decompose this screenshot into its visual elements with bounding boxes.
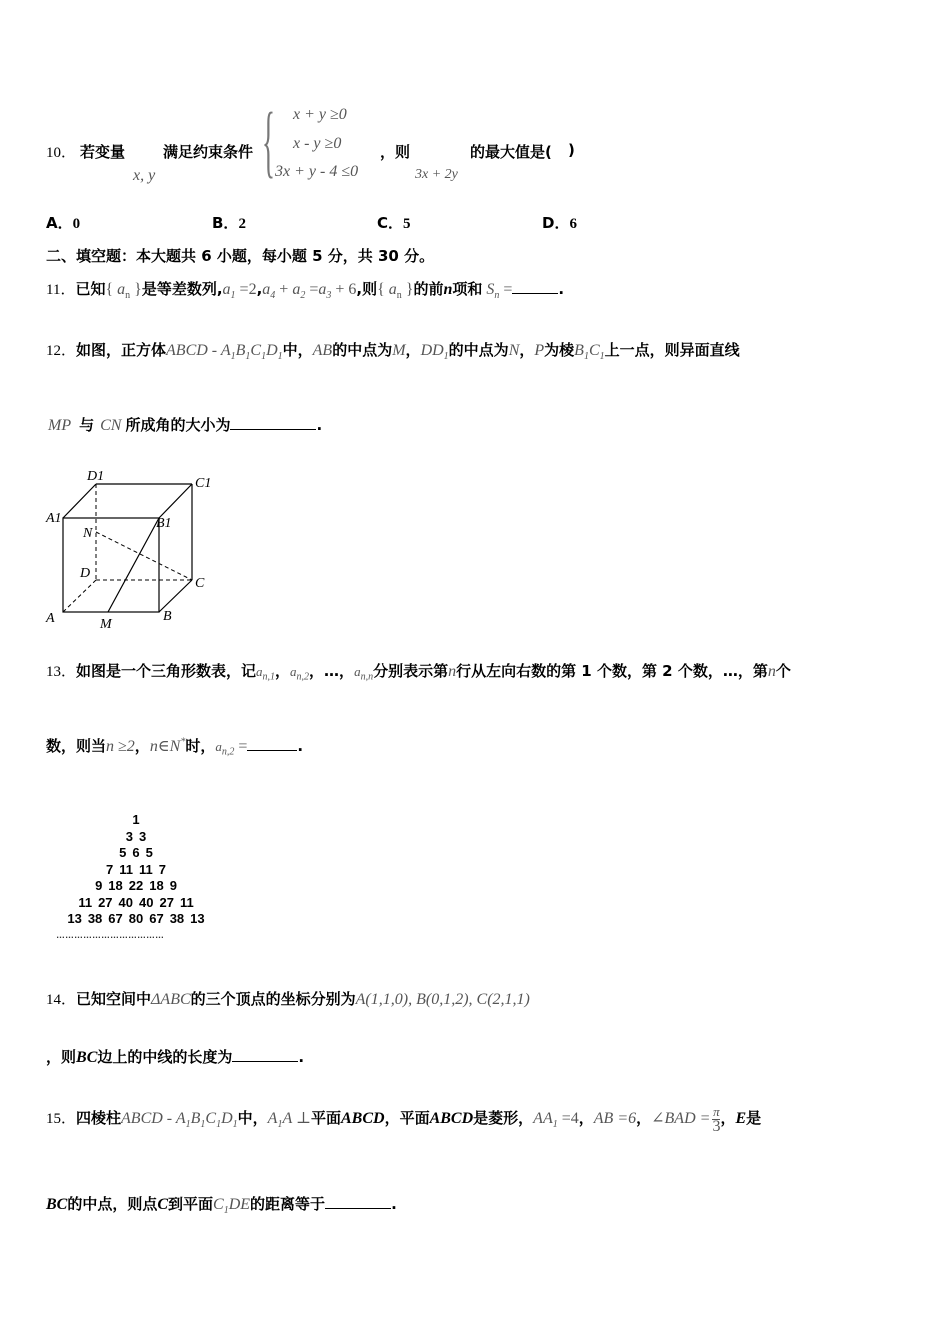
- q11-eq2: $a_4 + a_2 =a_3 + 6$: [262, 281, 357, 302]
- question-13-line-2: [46, 735, 303, 758]
- q10-text-3: ，则: [380, 143, 411, 161]
- cube-edge-b1c1: [159, 484, 192, 518]
- q15-plane: $C_1DE$: [213, 1196, 251, 1217]
- triangle-row: [56, 812, 216, 829]
- q12-B1C1: $B_1C_1$: [574, 342, 605, 363]
- q14-BC: BC: [76, 1049, 98, 1066]
- q12-cube: ABCD - $A_1B_1C_1D_1$: [166, 342, 283, 363]
- q12-CN: CN: [100, 417, 122, 434]
- label-n: N: [83, 526, 93, 541]
- q12-text-7: 为棱: [544, 341, 575, 359]
- q13-comma-1: ，: [275, 662, 291, 680]
- triangle-cell: 67: [149, 911, 164, 926]
- q12-answer-blank[interactable]: [230, 429, 316, 430]
- cube-figure: [40, 462, 225, 632]
- q13-comma-3: ，: [134, 737, 150, 755]
- triangle-cell: 18: [108, 878, 123, 893]
- triangle-cell: 3: [125, 828, 133, 844]
- q13-answer-term: $a_{n,2}$ =: [215, 738, 248, 758]
- question-12: [46, 339, 740, 362]
- q14-text-1: 已知空间中: [76, 990, 152, 1008]
- q15-aa1: $AA_1 =4$: [533, 1110, 579, 1131]
- question-12-line-2: [48, 414, 322, 435]
- q11-text-4: ,则: [356, 280, 378, 298]
- q15-perp: $A_1A$ ⊥: [267, 1110, 311, 1131]
- q12-text-1: 如图，正方体: [76, 341, 167, 359]
- q15-E: E: [735, 1110, 747, 1128]
- q13-a-n1: $a_{n,1}$: [256, 664, 276, 683]
- q10-constraint-3: 3x + y - 4 ≤0: [275, 163, 359, 180]
- q13-text-6: 时，: [185, 737, 216, 755]
- q13-n-1: n: [448, 663, 457, 680]
- cube-edge-ad-hidden: [63, 580, 96, 612]
- triangle-row: [56, 895, 216, 912]
- q12-text-6: ，: [519, 341, 535, 359]
- q15-prism: ABCD - $A_1B_1C_1D_1$: [121, 1110, 238, 1131]
- question-14-line-2: [46, 1046, 304, 1067]
- q15-text-8: 到平面: [168, 1195, 214, 1213]
- q15-C: C: [157, 1196, 169, 1213]
- triangle-cell: 7: [106, 861, 114, 877]
- q14-text-2: 的三个顶点的坐标分别为: [190, 990, 356, 1008]
- q11-seq: { $a_n$ }: [105, 281, 142, 302]
- q15-ab: AB =6: [593, 1110, 637, 1128]
- q12-text-3: 的中点为: [332, 341, 393, 359]
- triangle-cell: 13: [67, 911, 82, 926]
- triangle-cell: 3: [139, 828, 147, 844]
- q10-text-2: 满足约束条件: [163, 143, 254, 161]
- triangle-cell: 27: [159, 894, 174, 910]
- label-d: D: [80, 566, 91, 581]
- q11-end: .: [558, 280, 565, 298]
- q13-text-3: 行从左向右数的第 1 个数，第 2 个数，…，第: [456, 662, 768, 680]
- q15-text-4: ，平面: [384, 1109, 430, 1128]
- triangle-row: [56, 829, 216, 846]
- q13-text-4: 个: [775, 662, 791, 680]
- triangle-cell: 38: [87, 911, 103, 926]
- q14-number: 14．: [46, 992, 77, 1008]
- q15-angle: ∠BAD = π 3: [651, 1104, 721, 1135]
- triangle-cell: 11: [119, 861, 133, 877]
- q13-answer-blank[interactable]: [247, 750, 297, 751]
- q15-end: .: [391, 1195, 397, 1213]
- q15-text-2: 中，: [237, 1109, 268, 1128]
- question-15: [46, 1105, 761, 1134]
- triangle-cell: 9: [95, 878, 103, 893]
- q10-text-5: ): [568, 141, 575, 159]
- q12-AB: AB: [312, 342, 333, 359]
- q15-text-7: 的中点，则点: [67, 1195, 158, 1213]
- q15-BC: BC: [46, 1196, 68, 1213]
- q15-answer-blank[interactable]: [325, 1208, 391, 1209]
- q15-text-5: 是菱形，: [473, 1109, 534, 1128]
- q15-text-1: 四棱柱: [76, 1109, 122, 1128]
- q11-eq1: $a_1 =2$: [222, 281, 257, 302]
- q12-text-9: 与: [79, 416, 95, 434]
- q11-text-1: 已知: [75, 280, 106, 298]
- triangle-cell: 40: [139, 894, 154, 910]
- triangle-cell: 5: [145, 845, 153, 860]
- q12-DD1: $DD_1$: [420, 342, 449, 363]
- q12-MP: MP: [48, 417, 72, 434]
- number-triangle: [56, 812, 216, 940]
- option-b[interactable]: B．2: [212, 214, 246, 232]
- q13-comma-2: ，…，: [309, 662, 355, 680]
- q13-n-2: n: [767, 663, 776, 680]
- triangle-cell: 67: [108, 911, 123, 926]
- triangle-cell: 13: [190, 911, 205, 926]
- option-c[interactable]: C．5: [377, 214, 411, 232]
- question-11: [46, 278, 564, 301]
- triangle-row: [56, 845, 216, 862]
- option-a[interactable]: A．0: [46, 214, 81, 232]
- q12-N: N: [508, 342, 520, 359]
- triangle-cell: 18: [149, 878, 164, 893]
- q13-text-1: 如图是一个三角形数表，记: [76, 662, 257, 680]
- triangle-cell: 1: [132, 812, 140, 827]
- q10-number: 10．: [46, 145, 77, 161]
- q15-comma-2: ，: [636, 1109, 652, 1128]
- triangle-cell: 80: [128, 911, 144, 926]
- triangle-cell: 27: [98, 894, 113, 910]
- question-15-line-2: [46, 1193, 397, 1216]
- triangle-cell: 11: [179, 894, 194, 910]
- q14-text-4: 边上的中线的长度为: [97, 1048, 233, 1066]
- label-c: C: [195, 576, 205, 591]
- triangle-cell: 22: [128, 878, 144, 893]
- q13-a-nn: $a_{n,n}$: [354, 664, 374, 683]
- label-m: M: [100, 617, 112, 632]
- option-d[interactable]: D．6: [542, 214, 577, 232]
- q11-comma: ,: [256, 280, 263, 298]
- left-brace-icon: {: [262, 95, 275, 186]
- q13-a-n2: $a_{n,2}$: [290, 664, 310, 683]
- q14-coords: A(1,1,0), B(0,1,2), C(2,1,1): [355, 991, 530, 1008]
- triangle-row: [56, 878, 216, 895]
- triangle-cell: 6: [132, 845, 140, 860]
- cube-edge-bc: [159, 580, 192, 612]
- triangle-row: [56, 911, 216, 928]
- cube-edge-a1d1: [63, 484, 96, 518]
- q11-number: 11．: [46, 282, 76, 298]
- question-14: [46, 988, 530, 1009]
- q10-text-1: 若变量: [80, 143, 126, 161]
- segment-mb1: [108, 518, 159, 612]
- triangle-cell: 5: [119, 845, 127, 860]
- triangle-cell: 38: [169, 911, 185, 926]
- q13-text-5: 数，则当: [46, 737, 107, 755]
- q15-number: 15．: [46, 1111, 77, 1128]
- q10-constraint-2: x - y ≥0: [293, 135, 342, 152]
- q15-text-3: 平面: [310, 1109, 341, 1128]
- q15-comma-1: ，: [578, 1109, 594, 1128]
- q13-end: .: [297, 737, 304, 755]
- triangle-dots: ………………………………: [56, 929, 164, 940]
- q10-constraint-1: x + y ≥0: [293, 106, 347, 123]
- q12-number: 12．: [46, 343, 77, 359]
- triangle-cell: 40: [118, 894, 133, 910]
- q12-P: P: [534, 342, 545, 359]
- q12-text-5: 的中点为: [448, 341, 509, 359]
- q12-M: M: [392, 342, 406, 359]
- q13-cond-1: n ≥2: [106, 738, 135, 755]
- q14-triangle: ΔABC: [151, 991, 191, 1008]
- q12-text-8: 上一点，则异面直线: [604, 341, 740, 359]
- label-c1: C1: [195, 476, 212, 491]
- q14-text-3: ，则: [46, 1048, 77, 1066]
- q12-text-10: 所成角的大小为: [125, 416, 231, 434]
- q11-text-2: 是等差数列,: [141, 280, 223, 298]
- cube-front-face: [63, 518, 159, 612]
- q11-seq-2: { $a_n$ }: [377, 281, 414, 302]
- segment-nc-hidden: [96, 532, 192, 580]
- triangle-cell: 11: [139, 861, 153, 877]
- label-a1: A1: [46, 511, 62, 526]
- q11-n: n: [443, 281, 453, 298]
- q10-vars: x, y: [133, 167, 156, 184]
- q10-expression: 3x + 2y: [415, 167, 458, 182]
- q14-end: .: [298, 1048, 305, 1066]
- label-a: A: [46, 611, 55, 626]
- q15-text-9: 的距离等于: [250, 1195, 326, 1213]
- triangle-cell: 9: [169, 878, 177, 893]
- q12-text-4: ，: [405, 341, 421, 359]
- label-b: B: [163, 609, 172, 624]
- q11-text-5: 的前: [413, 280, 444, 298]
- q10-text-4: 的最大值是(: [470, 143, 552, 161]
- q14-answer-blank[interactable]: [232, 1061, 298, 1062]
- q13-text-2: 分别表示第: [373, 662, 449, 680]
- q11-answer-blank[interactable]: [512, 293, 558, 294]
- label-d1: D1: [87, 469, 105, 484]
- q12-end: .: [316, 416, 323, 434]
- question-13: [46, 660, 791, 683]
- q11-sum: $S_n$ =: [486, 281, 513, 302]
- q13-number: 13．: [46, 664, 77, 680]
- triangle-cell: 11: [78, 894, 93, 910]
- q15-abcd-1: ABCD: [340, 1110, 385, 1128]
- triangle-cell: 7: [158, 861, 166, 877]
- triangle-row: [56, 862, 216, 879]
- q11-text-6: 项和: [452, 280, 483, 298]
- q15-comma-3: ，: [720, 1109, 736, 1128]
- section-heading: 二、填空题：本大题共 6 小题，每小题 5 分，共 30 分。: [46, 247, 435, 265]
- label-b1: B1: [156, 516, 172, 531]
- q15-abcd-2: ABCD: [429, 1110, 474, 1128]
- q13-cond-2: n∈N*: [149, 736, 186, 755]
- q15-text-6: 是: [746, 1109, 762, 1128]
- q12-text-2: 中，: [282, 341, 313, 359]
